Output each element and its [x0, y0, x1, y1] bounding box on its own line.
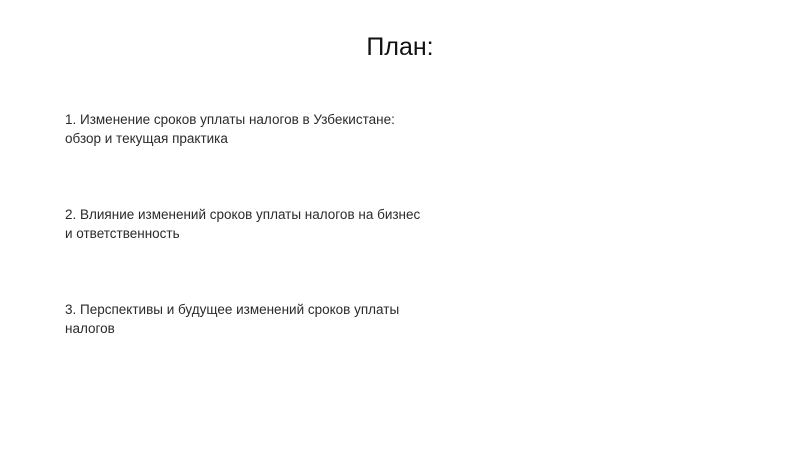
slide-title: План:	[366, 33, 434, 61]
plan-item-1: 1. Изменение сроков уплаты налогов в Узбекистане: обзор и текущая практика	[65, 112, 395, 146]
plan-item-2: 2. Влияние изменений сроков уплаты налогов на бизнес и ответственность	[65, 207, 421, 241]
plan-item-3: 3. Перспективы и будущее изменений сроков уплаты налогов	[65, 302, 400, 336]
plan-list	[65, 110, 425, 395]
